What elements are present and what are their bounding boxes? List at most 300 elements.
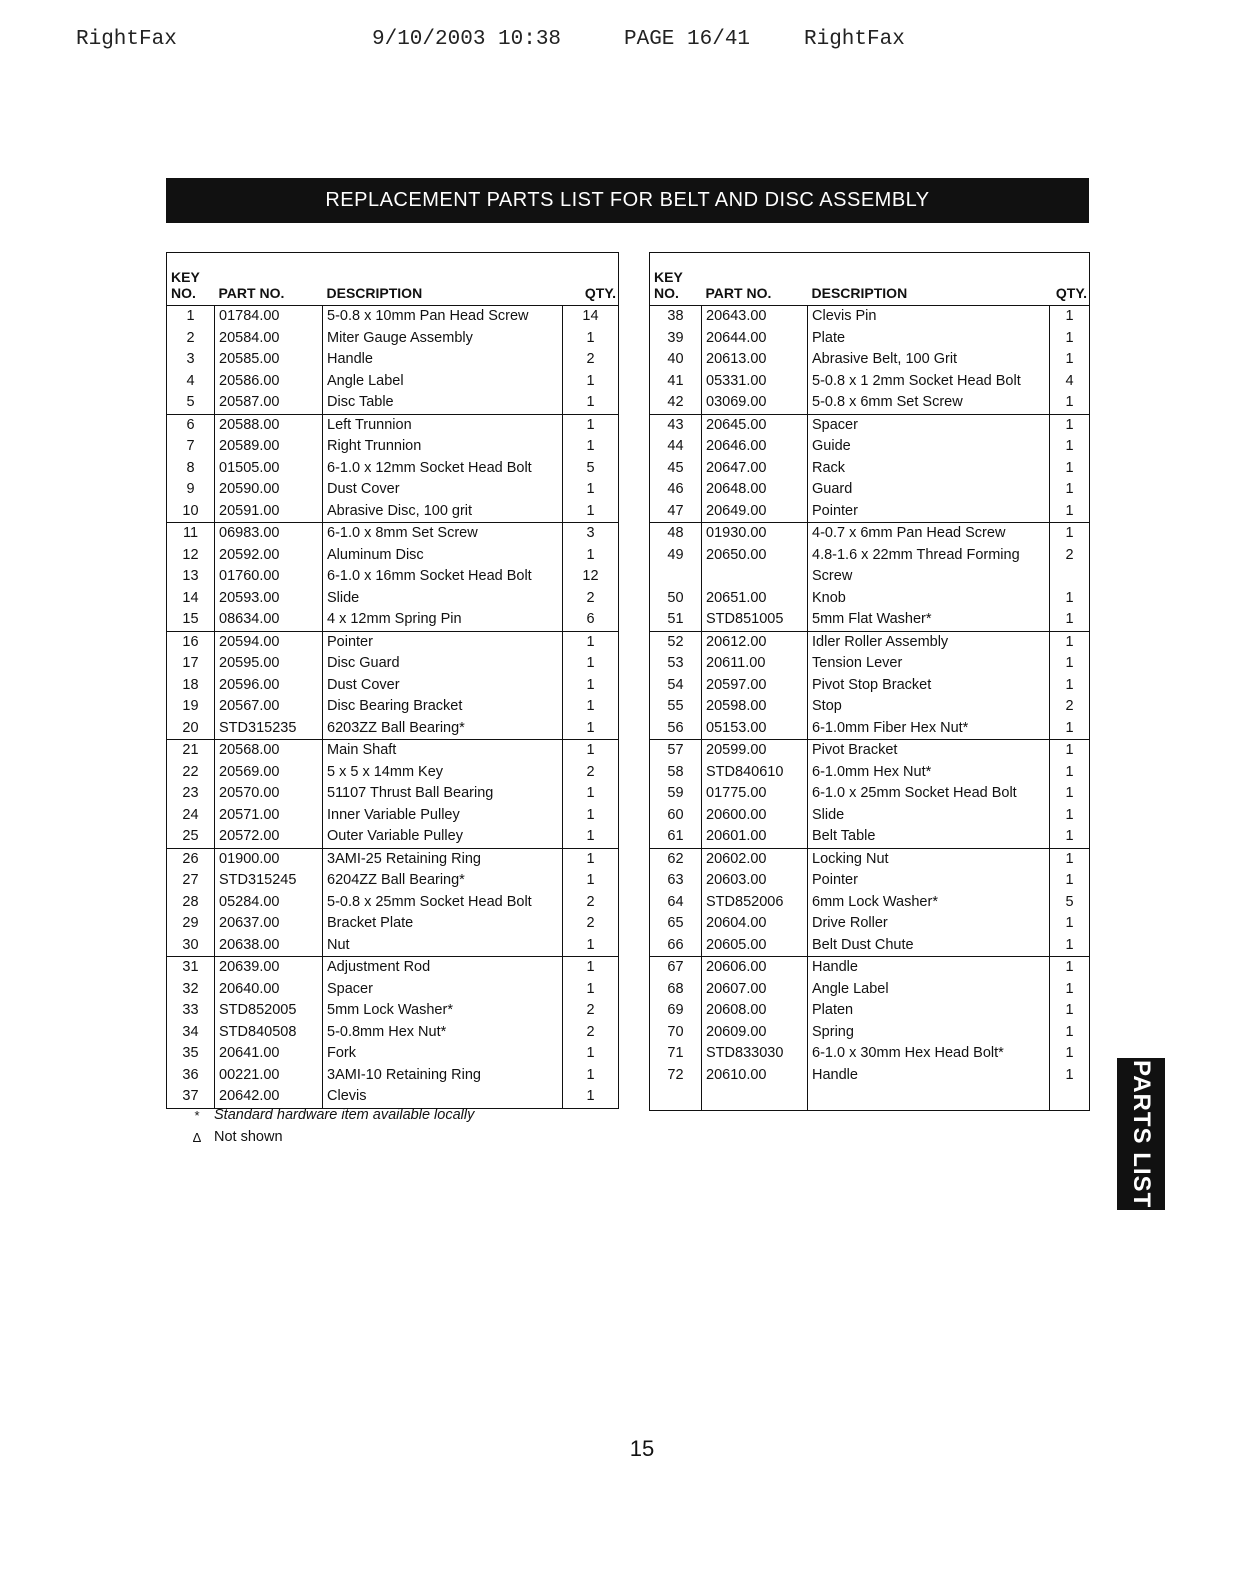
key-cell: 66 bbox=[650, 935, 702, 957]
part-number-cell: 01760.00 bbox=[215, 566, 323, 588]
part-number-cell: 20638.00 bbox=[215, 935, 323, 957]
key-cell: 36 bbox=[182, 1066, 199, 1083]
description-cell: Disc Table bbox=[323, 392, 563, 414]
qty-cell: 1 bbox=[563, 957, 619, 979]
key-cell: 31 bbox=[182, 959, 199, 975]
qty-cell: 2 bbox=[1050, 696, 1090, 718]
description-cell: Disc Guard bbox=[323, 653, 563, 675]
key-cell: 68 bbox=[667, 980, 684, 997]
description-cell: Spring bbox=[808, 1022, 1050, 1044]
qty-cell: 3 bbox=[563, 523, 619, 545]
qty-cell: 1 bbox=[1050, 935, 1090, 957]
key-cell: 57 bbox=[667, 742, 684, 758]
qty-cell: 1 bbox=[563, 631, 619, 653]
qty-cell: 1 bbox=[563, 371, 619, 393]
key-cell: 19 bbox=[182, 698, 199, 714]
description-cell: 6203ZZ Ball Bearing* bbox=[323, 718, 563, 740]
qty-cell: 1 bbox=[1050, 783, 1090, 805]
description-cell: 5-0.8 x 10mm Pan Head Screw bbox=[323, 306, 563, 328]
table-row bbox=[167, 349, 619, 371]
part-number-cell: 20607.00 bbox=[702, 979, 808, 1001]
description-cell: Handle bbox=[808, 957, 1050, 979]
table-row bbox=[167, 1022, 619, 1044]
table-row bbox=[650, 631, 1090, 653]
key-cell: 17 bbox=[182, 655, 199, 671]
qty-cell: 12 bbox=[563, 566, 619, 588]
key-header-top: KEY bbox=[171, 269, 200, 285]
description-cell: Left Trunnion bbox=[323, 414, 563, 436]
description-cell: Adjustment Rod bbox=[323, 957, 563, 979]
description-cell: Belt Table bbox=[808, 826, 1050, 848]
footnote-symbol: * bbox=[194, 1107, 200, 1123]
table-row bbox=[650, 718, 1090, 740]
key-cell: 14 bbox=[182, 589, 199, 606]
description-cell: Drive Roller bbox=[808, 913, 1050, 935]
part-number-cell: 20602.00 bbox=[702, 848, 808, 870]
key-cell: 72 bbox=[667, 1066, 684, 1083]
column-header-part: PART NO. bbox=[218, 285, 285, 301]
qty-cell: 1 bbox=[563, 501, 619, 523]
table-row bbox=[167, 805, 619, 827]
table-row bbox=[167, 870, 619, 892]
key-cell: 69 bbox=[667, 1002, 684, 1018]
description-cell: Handle bbox=[808, 1065, 1050, 1087]
qty-cell: 1 bbox=[1050, 523, 1090, 545]
description-cell: Guide bbox=[808, 436, 1050, 458]
qty-cell: 5 bbox=[563, 458, 619, 480]
key-cell: 12 bbox=[182, 546, 199, 563]
table-row bbox=[650, 696, 1090, 718]
table-row bbox=[650, 371, 1090, 393]
table-row bbox=[650, 653, 1090, 675]
part-number-cell: STD315235 bbox=[215, 718, 323, 740]
description-cell: 6-1.0mm Fiber Hex Nut* bbox=[808, 718, 1050, 740]
part-number-cell: 20651.00 bbox=[702, 588, 808, 610]
description-cell: Outer Variable Pulley bbox=[323, 826, 563, 848]
part-number-cell: STD851005 bbox=[702, 609, 808, 631]
description-cell: 5-0.8mm Hex Nut* bbox=[323, 1022, 563, 1044]
description-cell: Pointer bbox=[808, 870, 1050, 892]
qty-cell: 1 bbox=[563, 783, 619, 805]
footnote-not-shown bbox=[180, 1126, 474, 1148]
table-row bbox=[650, 414, 1090, 436]
parts-table-right-body bbox=[650, 306, 1090, 1111]
description-cell: 3AMI-25 Retaining Ring bbox=[323, 848, 563, 870]
qty-cell: 2 bbox=[563, 913, 619, 935]
qty-cell: 1 bbox=[1050, 675, 1090, 697]
table-row bbox=[650, 1065, 1090, 1087]
qty-cell: 2 bbox=[563, 892, 619, 914]
description-cell: Miter Gauge Assembly bbox=[323, 328, 563, 350]
key-cell: 21 bbox=[182, 742, 199, 758]
part-number-cell: 20642.00 bbox=[215, 1086, 323, 1108]
qty-cell: 1 bbox=[1050, 306, 1090, 328]
part-number-cell: 01505.00 bbox=[215, 458, 323, 480]
description-cell: Dust Cover bbox=[323, 675, 563, 697]
key-cell: 6 bbox=[186, 416, 195, 433]
qty-cell: 2 bbox=[563, 1022, 619, 1044]
description-cell: Angle Label bbox=[808, 979, 1050, 1001]
table-row bbox=[650, 762, 1090, 784]
key-cell: 44 bbox=[667, 438, 684, 454]
qty-cell: 1 bbox=[1050, 653, 1090, 675]
page-number: 15 bbox=[629, 1436, 655, 1461]
qty-cell bbox=[1050, 566, 1090, 588]
part-number-cell: STD840508 bbox=[215, 1022, 323, 1044]
part-number-cell: 05153.00 bbox=[702, 718, 808, 740]
qty-cell: 1 bbox=[1050, 349, 1090, 371]
part-number-cell: 20608.00 bbox=[702, 1000, 808, 1022]
qty-cell: 14 bbox=[563, 306, 619, 328]
table-row bbox=[650, 566, 1090, 588]
part-number-cell: 20599.00 bbox=[702, 740, 808, 762]
part-number-cell: 20647.00 bbox=[702, 458, 808, 480]
table-row bbox=[167, 979, 619, 1001]
description-cell: Main Shaft bbox=[323, 740, 563, 762]
table-row bbox=[650, 545, 1090, 567]
key-header-bottom: NO. bbox=[171, 285, 196, 301]
table-row bbox=[650, 783, 1090, 805]
description-cell: 6mm Lock Washer* bbox=[808, 892, 1050, 914]
part-number-cell: STD315245 bbox=[215, 870, 323, 892]
key-cell: 60 bbox=[667, 806, 684, 823]
description-cell: 6-1.0mm Hex Nut* bbox=[808, 762, 1050, 784]
part-number-cell: 20571.00 bbox=[215, 805, 323, 827]
part-number-cell: 20637.00 bbox=[215, 913, 323, 935]
parts-table-left-body bbox=[167, 306, 619, 1109]
key-cell: 45 bbox=[667, 459, 684, 476]
part-number-cell: 20570.00 bbox=[215, 783, 323, 805]
table-row bbox=[650, 588, 1090, 610]
description-cell: Tension Lever bbox=[808, 653, 1050, 675]
description-cell: Locking Nut bbox=[808, 848, 1050, 870]
fax-header-right: RightFax bbox=[804, 28, 905, 51]
side-tab-label: PARTS LIST bbox=[1128, 1059, 1155, 1209]
key-cell: 51 bbox=[650, 609, 702, 631]
key-cell: 8 bbox=[186, 459, 195, 476]
key-cell: 39 bbox=[667, 329, 684, 346]
part-number-cell: 20598.00 bbox=[702, 696, 808, 718]
key-cell: 11 bbox=[182, 525, 199, 541]
description-cell: Slide bbox=[808, 805, 1050, 827]
fax-header bbox=[76, 28, 976, 54]
part-number-cell: 01784.00 bbox=[215, 306, 323, 328]
key-cell: 71 bbox=[667, 1045, 684, 1061]
key-header-top: KEY bbox=[654, 269, 683, 285]
table-row bbox=[167, 957, 619, 979]
table-row bbox=[650, 740, 1090, 762]
description-cell: 4-0.7 x 6mm Pan Head Screw bbox=[808, 523, 1050, 545]
key-header-bottom: NO. bbox=[654, 285, 679, 301]
empty-cell bbox=[808, 1086, 1050, 1111]
key-cell: 32 bbox=[182, 980, 199, 997]
key-cell: 65 bbox=[667, 915, 684, 931]
description-cell: Aluminum Disc bbox=[323, 545, 563, 567]
key-cell: 41 bbox=[667, 372, 684, 389]
table-row bbox=[167, 436, 619, 458]
table-row bbox=[650, 826, 1090, 848]
table-row bbox=[167, 892, 619, 914]
part-number-cell: 08634.00 bbox=[215, 609, 323, 631]
key-cell: 18 bbox=[182, 676, 199, 693]
table-row bbox=[650, 306, 1090, 328]
part-number-cell: 20584.00 bbox=[215, 328, 323, 350]
part-number-cell: 20567.00 bbox=[215, 696, 323, 718]
table-row bbox=[167, 306, 619, 328]
table-row bbox=[650, 436, 1090, 458]
description-cell: Pivot Stop Bracket bbox=[808, 675, 1050, 697]
part-number-cell: 20644.00 bbox=[702, 328, 808, 350]
qty-cell: 1 bbox=[1050, 479, 1090, 501]
page-title: REPLACEMENT PARTS LIST FOR BELT AND DISC ASSEMBLY bbox=[166, 178, 1089, 223]
footnote-text: Not shown bbox=[214, 1129, 283, 1145]
table-row bbox=[650, 1022, 1090, 1044]
table-row bbox=[650, 349, 1090, 371]
qty-cell: 1 bbox=[563, 414, 619, 436]
part-number-cell: 05284.00 bbox=[215, 892, 323, 914]
description-cell: 5-0.8 x 1 2mm Socket Head Bolt bbox=[808, 371, 1050, 393]
part-number-cell: 01900.00 bbox=[215, 848, 323, 870]
key-cell: 70 bbox=[667, 1023, 684, 1040]
description-cell: Idler Roller Assembly bbox=[808, 631, 1050, 653]
table-row bbox=[650, 523, 1090, 545]
table-row bbox=[167, 588, 619, 610]
column-header-part: PART NO. bbox=[705, 285, 772, 301]
table-row bbox=[167, 675, 619, 697]
part-number-cell: 20595.00 bbox=[215, 653, 323, 675]
table-row bbox=[650, 392, 1090, 414]
qty-cell: 1 bbox=[1050, 501, 1090, 523]
qty-cell: 1 bbox=[563, 653, 619, 675]
key-cell: 4 bbox=[186, 372, 195, 389]
part-number-cell: 20588.00 bbox=[215, 414, 323, 436]
part-number-cell: 20593.00 bbox=[215, 588, 323, 610]
description-cell: Spacer bbox=[808, 414, 1050, 436]
fax-header-left: RightFax bbox=[76, 28, 177, 51]
key-cell: 1 bbox=[186, 308, 195, 324]
table-row bbox=[167, 545, 619, 567]
key-cell: 56 bbox=[650, 718, 702, 740]
key-cell: 64 bbox=[667, 893, 684, 910]
key-cell: 26 bbox=[182, 850, 199, 867]
table-row bbox=[167, 479, 619, 501]
empty-cell bbox=[1050, 1086, 1090, 1111]
table-row bbox=[167, 414, 619, 436]
qty-cell: 1 bbox=[1050, 609, 1090, 631]
table-row bbox=[650, 892, 1090, 914]
description-cell: Plate bbox=[808, 328, 1050, 350]
part-number-cell: 20643.00 bbox=[702, 306, 808, 328]
description-cell: 6-1.0 x 8mm Set Screw bbox=[323, 523, 563, 545]
table-row bbox=[650, 501, 1090, 523]
column-header-qty: QTY. bbox=[584, 285, 616, 301]
part-number-cell: STD852006 bbox=[702, 892, 808, 914]
part-number-cell: 20613.00 bbox=[702, 349, 808, 371]
description-cell: 4.8-1.6 x 22mm Thread Forming bbox=[808, 545, 1050, 567]
table-row bbox=[650, 979, 1090, 1001]
key-cell: 43 bbox=[667, 416, 684, 433]
qty-cell: 5 bbox=[1050, 892, 1090, 914]
part-number-cell: 20596.00 bbox=[215, 675, 323, 697]
table-row bbox=[650, 805, 1090, 827]
part-number-cell: 05331.00 bbox=[702, 371, 808, 393]
part-number-cell: 20649.00 bbox=[702, 501, 808, 523]
key-cell: 3 bbox=[186, 351, 195, 367]
part-number-cell: 00221.00 bbox=[215, 1065, 323, 1087]
part-number-cell: STD840610 bbox=[702, 762, 808, 784]
key-cell: 53 bbox=[667, 655, 684, 671]
qty-cell: 1 bbox=[1050, 458, 1090, 480]
table-row bbox=[167, 523, 619, 545]
part-number-cell: 20568.00 bbox=[215, 740, 323, 762]
description-cell: Pointer bbox=[808, 501, 1050, 523]
description-cell: Handle bbox=[323, 349, 563, 371]
description-cell: 5mm Lock Washer* bbox=[323, 1000, 563, 1022]
table-row bbox=[167, 609, 619, 631]
qty-cell: 1 bbox=[1050, 1022, 1090, 1044]
table-row bbox=[650, 935, 1090, 957]
fax-header-page: PAGE 16/41 bbox=[624, 28, 751, 51]
key-cell: 5 bbox=[167, 392, 215, 414]
fax-header-datetime: 9/10/2003 10:38 bbox=[372, 28, 562, 51]
table-row bbox=[167, 371, 619, 393]
part-number-cell: STD852005 bbox=[215, 1000, 323, 1022]
key-cell: 46 bbox=[667, 481, 684, 497]
table-row bbox=[650, 870, 1090, 892]
key-cell bbox=[650, 566, 702, 588]
column-header-qty: QTY. bbox=[1055, 285, 1087, 301]
table-row bbox=[167, 826, 619, 848]
qty-cell: 1 bbox=[563, 870, 619, 892]
part-number-cell: 20606.00 bbox=[702, 957, 808, 979]
description-cell: Spacer bbox=[323, 979, 563, 1001]
qty-cell: 1 bbox=[1050, 740, 1090, 762]
table-row bbox=[650, 1000, 1090, 1022]
key-cell: 54 bbox=[667, 676, 684, 693]
qty-cell: 1 bbox=[563, 479, 619, 501]
description-cell: 6-1.0 x 16mm Socket Head Bolt bbox=[323, 566, 563, 588]
table-row bbox=[167, 1043, 619, 1065]
part-number-cell: 06983.00 bbox=[215, 523, 323, 545]
qty-cell: 1 bbox=[563, 392, 619, 414]
table-row bbox=[167, 566, 619, 588]
description-cell: 6-1.0 x 12mm Socket Head Bolt bbox=[323, 458, 563, 480]
description-cell: Guard bbox=[808, 479, 1050, 501]
key-cell: 22 bbox=[182, 763, 199, 780]
qty-cell: 1 bbox=[563, 718, 619, 740]
description-cell: Inner Variable Pulley bbox=[323, 805, 563, 827]
description-cell: Knob bbox=[808, 588, 1050, 610]
qty-cell: 1 bbox=[1050, 392, 1090, 414]
description-cell: 51107 Thrust Ball Bearing bbox=[323, 783, 563, 805]
table-row bbox=[650, 848, 1090, 870]
qty-cell: 2 bbox=[563, 762, 619, 784]
key-cell: 15 bbox=[167, 609, 215, 631]
key-cell: 40 bbox=[667, 351, 684, 367]
key-cell: 55 bbox=[667, 698, 684, 714]
table-row bbox=[650, 913, 1090, 935]
description-cell: Platen bbox=[808, 1000, 1050, 1022]
qty-cell: 1 bbox=[563, 979, 619, 1001]
part-number-cell: 20604.00 bbox=[702, 913, 808, 935]
table-row bbox=[650, 609, 1090, 631]
key-cell: 59 bbox=[667, 785, 684, 801]
column-header-description: DESCRIPTION bbox=[326, 285, 423, 301]
key-cell: 67 bbox=[667, 959, 684, 975]
key-cell: 42 bbox=[650, 392, 702, 414]
empty-cell bbox=[702, 1086, 808, 1111]
parts-table-right bbox=[649, 252, 1090, 1111]
part-number-cell: 20594.00 bbox=[215, 631, 323, 653]
part-number-cell: 20609.00 bbox=[702, 1022, 808, 1044]
description-cell: Screw bbox=[808, 566, 1050, 588]
part-number-cell: 20597.00 bbox=[702, 675, 808, 697]
part-number-cell: 20650.00 bbox=[702, 545, 808, 567]
key-cell: 23 bbox=[182, 785, 199, 801]
parts-list-side-tab bbox=[1117, 1058, 1165, 1210]
column-header-key bbox=[650, 253, 702, 306]
key-cell: 58 bbox=[667, 763, 684, 780]
table-row bbox=[167, 392, 619, 414]
qty-cell: 1 bbox=[1050, 957, 1090, 979]
description-cell: 6-1.0 x 30mm Hex Head Bolt* bbox=[808, 1043, 1050, 1065]
description-cell: 4 x 12mm Spring Pin bbox=[323, 609, 563, 631]
key-cell: 24 bbox=[182, 806, 199, 823]
qty-cell: 1 bbox=[563, 848, 619, 870]
empty-row bbox=[650, 1086, 1090, 1111]
part-number-cell: 20601.00 bbox=[702, 826, 808, 848]
table-row bbox=[167, 1000, 619, 1022]
footnotes bbox=[180, 1104, 474, 1148]
qty-cell: 2 bbox=[1050, 545, 1090, 567]
key-cell: 63 bbox=[667, 872, 684, 888]
part-number-cell: 20605.00 bbox=[702, 935, 808, 957]
key-cell: 35 bbox=[182, 1045, 199, 1061]
qty-cell: 1 bbox=[563, 1065, 619, 1087]
key-cell: 7 bbox=[186, 438, 195, 454]
part-number-cell: 20612.00 bbox=[702, 631, 808, 653]
description-cell: 5-0.8 x 6mm Set Screw bbox=[808, 392, 1050, 414]
description-cell: Disc Bearing Bracket bbox=[323, 696, 563, 718]
qty-cell: 1 bbox=[563, 675, 619, 697]
description-cell: Fork bbox=[323, 1043, 563, 1065]
footnote-text: Standard hardware item available locally bbox=[214, 1107, 475, 1123]
description-cell: Nut bbox=[323, 935, 563, 957]
part-number-cell: 20611.00 bbox=[702, 653, 808, 675]
part-number-cell: 20590.00 bbox=[215, 479, 323, 501]
qty-cell: 1 bbox=[1050, 588, 1090, 610]
part-number-cell: 20586.00 bbox=[215, 371, 323, 393]
qty-cell: 1 bbox=[1050, 826, 1090, 848]
table-row bbox=[167, 913, 619, 935]
key-cell: 48 bbox=[667, 525, 684, 541]
qty-cell: 1 bbox=[563, 740, 619, 762]
description-cell: Dust Cover bbox=[323, 479, 563, 501]
description-cell: 5mm Flat Washer* bbox=[808, 609, 1050, 631]
column-header-key bbox=[167, 253, 215, 306]
description-cell: Bracket Plate bbox=[323, 913, 563, 935]
qty-cell: 1 bbox=[1050, 1043, 1090, 1065]
table-row bbox=[167, 783, 619, 805]
qty-cell: 1 bbox=[1050, 848, 1090, 870]
key-cell: 34 bbox=[182, 1023, 199, 1040]
key-cell: 47 bbox=[650, 501, 702, 523]
description-cell: Abrasive Disc, 100 grit bbox=[323, 501, 563, 523]
qty-cell: 6 bbox=[563, 609, 619, 631]
table-row bbox=[167, 935, 619, 957]
table-row bbox=[167, 653, 619, 675]
description-cell: Pivot Bracket bbox=[808, 740, 1050, 762]
